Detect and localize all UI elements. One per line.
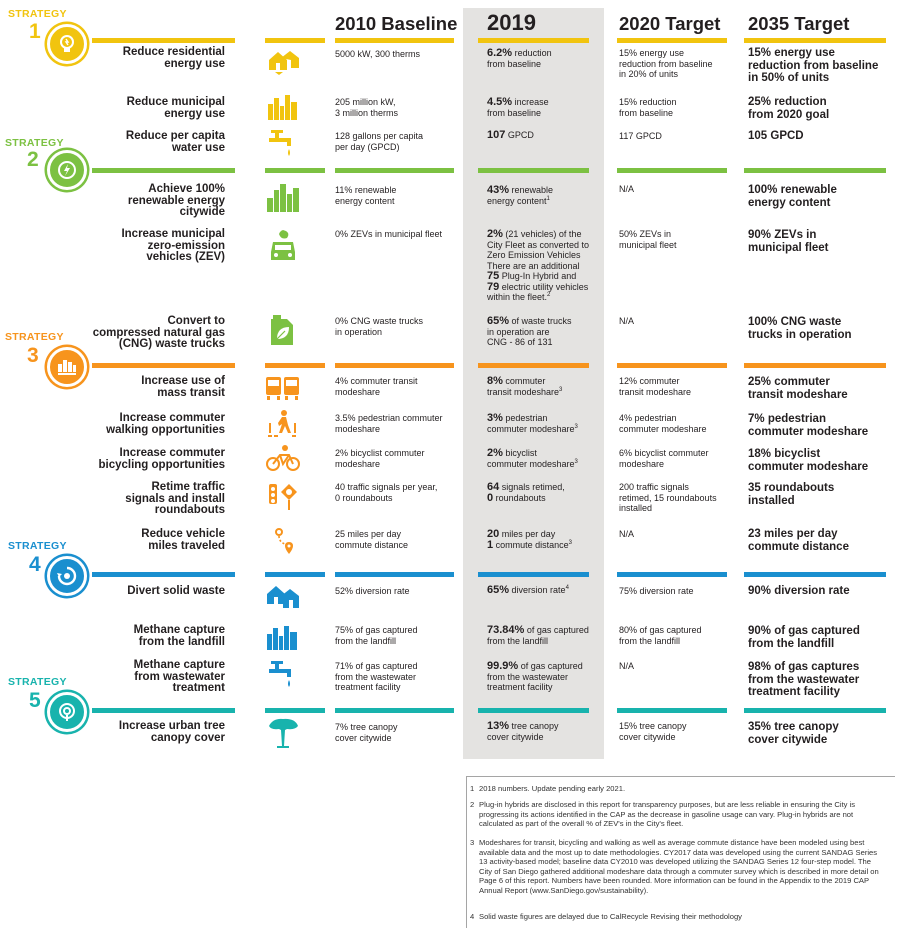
strategy-1-bar-2035: [744, 38, 886, 43]
bus-train-icon: [265, 375, 301, 409]
strategy-3-bar-label: [92, 363, 235, 368]
header-2035-target: 2035 Target: [748, 13, 850, 34]
footnote: 4 Solid waste figures are delayed due to CalRecycle Revising their methodology: [470, 912, 742, 921]
strategy-5-number: 5: [29, 689, 41, 712]
houses-icon: [265, 46, 301, 80]
strategy-1-bar-2020: [617, 38, 727, 43]
strategy-3-number: 3: [27, 344, 39, 367]
strategy-4-bar-2020: [617, 572, 727, 577]
row-label: Increase commuter walking opportunities: [106, 412, 225, 436]
route-pin-icon: [265, 526, 301, 560]
footnote: 3 Modeshares for transit, bicycling and walking as well as average commute distance have been modeled using best available data and the most up to date methodologies. CY2017 data was developed using the current SANDAG Series 13 activity-based model; baseline data CY2010 was developed utilizing the SANDAG Series 12 four-step model. The City of San Diego gathered additional modeshare data through a commuter survey which is described in more detail on Page 6 of this report. Numbers have been rounded. More information can be found in the Appendix to the 2019 CAP Annual Report (www.SanDiego.gov/sustainability).: [470, 838, 879, 895]
city-transit-icon: [47, 347, 87, 387]
city-buildings-icon: [265, 92, 301, 126]
recycle-icon: [47, 556, 87, 596]
row-label: Reduce vehicle miles traveled: [141, 528, 225, 552]
strategy-4-number: 4: [29, 553, 41, 576]
row-label: Reduce per capita water use: [125, 130, 225, 154]
strategy-3-bar-2019: [478, 363, 589, 368]
pedestrian-icon: [265, 409, 301, 443]
row-label: Methane capture from wastewater treatment: [133, 659, 225, 694]
strategy-5-bar-baseline: [335, 708, 454, 713]
strategy-1-bar-label: [92, 38, 235, 43]
houses-waste-icon: [265, 582, 301, 616]
strategy-4-bar-2035: [744, 572, 886, 577]
wastewater-faucet-icon: [265, 657, 301, 691]
strategy-4-label: STRATEGY: [8, 540, 67, 552]
strategy-5-bar-2019: [478, 708, 589, 713]
strategy-4-bar-icon: [265, 572, 325, 577]
strategy-2-bar-2020: [617, 168, 727, 173]
tree-ring-icon: [47, 692, 87, 732]
strategy-4-bar-baseline: [335, 572, 454, 577]
row-label: Achieve 100% renewable energy citywide: [127, 183, 225, 218]
strategy-3-bar-icon: [265, 363, 325, 368]
row-label: Increase commuter bicycling opportunities: [98, 447, 225, 471]
strategy-2-number: 2: [27, 148, 39, 171]
bicycle-icon: [265, 444, 301, 478]
row-label: Increase use of mass transit: [141, 375, 225, 399]
strategy-4-bar-label: [92, 572, 235, 577]
row-label: Retime traffic signals and install roundabouts: [125, 481, 225, 516]
strategy-3-label: STRATEGY: [5, 331, 64, 343]
strategy-3-bar-baseline: [335, 363, 454, 368]
traffic-signal-icon: [265, 480, 301, 514]
strategy-2-bar-baseline: [335, 168, 454, 173]
strategy-1-bar-baseline: [335, 38, 454, 43]
leaf-bolt-icon: [47, 150, 87, 190]
strategy-5-bar-2020: [617, 708, 727, 713]
tree-icon: [265, 716, 301, 750]
strategy-3-bar-2020: [617, 363, 727, 368]
strategy-2-bar-label: [92, 168, 235, 173]
row-label: Increase urban tree canopy cover: [118, 720, 225, 744]
strategy-3-bar-2035: [744, 363, 886, 368]
strategy-1-bar-icon: [265, 38, 325, 43]
row-label: Reduce residential energy use: [122, 46, 225, 70]
row-label: Convert to compressed natural gas (CNG) waste trucks: [92, 315, 225, 350]
header-2019: 2019: [487, 10, 536, 35]
header-2020-target: 2020 Target: [619, 13, 721, 34]
strategy-2-bar-icon: [265, 168, 325, 173]
strategy-5-bar-2035: [744, 708, 886, 713]
faucet-icon: [265, 126, 301, 160]
strategy-1-number: 1: [29, 20, 41, 43]
lightbulb-icon: [47, 24, 87, 64]
city-skyline-icon: [265, 180, 301, 214]
strategy-5-bar-label: [92, 708, 235, 713]
strategy-5-bar-icon: [265, 708, 325, 713]
header-baseline: 2010 Baseline: [335, 13, 458, 34]
strategy-4-bar-2019: [478, 572, 589, 577]
electric-car-icon: [265, 228, 301, 262]
gas-can-icon: [265, 313, 301, 347]
footnote: 2 Plug-in hybrids are disclosed in this report for transparency purposes, but are less reliable in ensuring the City is progressing its actions identified in the CAP as the decrease in gasoline usage can vary. Plug-in hybrids are not calculated as part of the overall % of ZEV's in the City's fleet.: [470, 800, 856, 829]
strategy-2-label: STRATEGY: [5, 137, 64, 149]
row-label: Methane capture from the landfill: [133, 624, 225, 648]
row-label: Divert solid waste: [127, 585, 225, 597]
strategy-2-bar-2035: [744, 168, 886, 173]
strategy-5-label: STRATEGY: [8, 676, 67, 688]
landfill-city-icon: [265, 622, 301, 656]
strategy-1-label: STRATEGY: [8, 8, 67, 20]
footnote: 1 2018 numbers. Update pending early 2021.: [470, 784, 626, 793]
strategy-2-bar-2019: [478, 168, 589, 173]
row-label: Increase municipal zero-emission vehicles (ZEV): [121, 228, 225, 263]
row-label: Reduce municipal energy use: [126, 96, 225, 120]
strategy-1-bar-2019: [478, 38, 589, 43]
